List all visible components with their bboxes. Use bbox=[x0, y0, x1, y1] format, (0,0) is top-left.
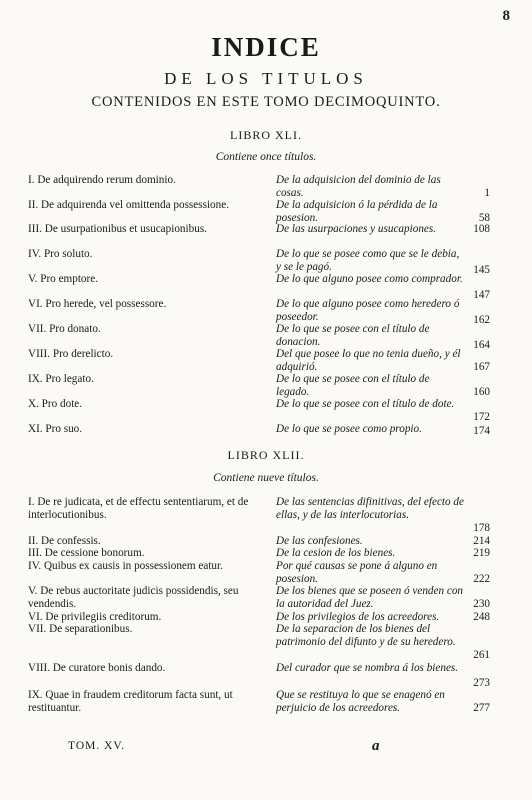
latin-title: IX. Pro legato. bbox=[28, 373, 94, 385]
signature-mark: a bbox=[372, 738, 380, 754]
latin-title: XI. Pro suo. bbox=[28, 423, 83, 435]
spanish-title: De las usurpaciones y usucapiones. bbox=[276, 223, 437, 235]
spanish-title: De la separacion de los bienes del patrimonio del difunto y de su heredero. bbox=[276, 623, 456, 648]
list-item bbox=[0, 496, 532, 540]
latin-title: VIII. De curatore bonis dando. bbox=[28, 662, 166, 674]
page-ref: 172 bbox=[473, 411, 490, 423]
page-ref: 58 bbox=[478, 212, 490, 224]
volume-label: TOM. XV. bbox=[68, 740, 126, 752]
spanish-title: Por qué causas se pone á alguno en posesion. bbox=[276, 560, 438, 585]
book-41-heading: LIBRO XLI. bbox=[230, 128, 302, 142]
page-ref: 1 bbox=[484, 187, 490, 199]
spanish-title: De la cesion de los bienes. bbox=[276, 547, 396, 559]
latin-title: VII. Pro donato. bbox=[28, 323, 101, 335]
page-ref: 248 bbox=[473, 611, 490, 623]
page-ref: 214 bbox=[473, 535, 490, 547]
page-ref: 261 bbox=[473, 649, 490, 661]
page-ref: 219 bbox=[473, 547, 490, 559]
spanish-title: Que se restituya lo que se enagenó en perjuicio de los acreedores. bbox=[276, 689, 445, 714]
page-ref: 167 bbox=[473, 361, 490, 373]
spanish-title: De las sentencias difinitivas, del efecto de ellas, y de las interlocutorias. bbox=[276, 496, 464, 521]
book-42-heading: LIBRO XLII. bbox=[227, 448, 305, 462]
spanish-title: De lo que se posee como que se le debia, y se le pagó. bbox=[276, 248, 460, 273]
latin-title: II. De confessis. bbox=[28, 535, 101, 547]
page-ref: 160 bbox=[473, 386, 490, 398]
spanish-title: De la adquisicion ó la pérdida de la posesion. bbox=[276, 199, 438, 224]
latin-title: III. De usurpationibus et usucapionibus. bbox=[28, 223, 207, 235]
latin-title: IV. Pro soluto. bbox=[28, 248, 93, 260]
latin-title: I. De re judicata, et de effectu sententiarum, et de interlocutionibus. bbox=[28, 496, 249, 521]
latin-title: IV. Quibus ex causis in possessionem eatur. bbox=[28, 560, 223, 572]
spanish-title: De las confesiones. bbox=[276, 535, 363, 547]
spanish-title: Del que posee lo que no tenia dueño, y él adquirió. bbox=[276, 348, 461, 373]
spanish-title: De lo que alguno posee como comprador. bbox=[276, 273, 463, 285]
latin-title: III. De cessione bonorum. bbox=[28, 547, 145, 559]
page-ref: 230 bbox=[473, 598, 490, 610]
latin-title: X. Pro dote. bbox=[28, 398, 83, 410]
spanish-title: De lo que se posee como propio. bbox=[276, 423, 422, 435]
page-ref: 174 bbox=[473, 425, 490, 437]
spanish-title: De lo que se posee con el título de dote. bbox=[276, 398, 455, 410]
page-title: INDICE bbox=[211, 32, 321, 62]
page-ref: 277 bbox=[473, 702, 490, 714]
spanish-title: De lo que se posee con el título de donacion. bbox=[276, 323, 430, 348]
page-ref: 222 bbox=[473, 573, 490, 585]
spanish-title: De los privilegios de los acreedores. bbox=[276, 611, 440, 623]
page-ref: 147 bbox=[473, 289, 490, 301]
list-item bbox=[0, 623, 532, 667]
page-subtitle: DE LOS TITULOS bbox=[164, 69, 368, 88]
list-item bbox=[0, 689, 532, 729]
spanish-title: De los bienes que se poseen ó venden con la autoridad del Juez. bbox=[276, 585, 464, 610]
page-ref: 164 bbox=[473, 339, 490, 351]
latin-title: VIII. Pro derelicto. bbox=[28, 348, 114, 360]
page-subtitle-2: CONTENIDOS EN ESTE TOMO DECIMOQUINTO. bbox=[91, 94, 441, 110]
latin-title: VI. De privilegiis creditorum. bbox=[28, 611, 162, 623]
page-ref: 178 bbox=[473, 522, 490, 534]
book-41-contains: Contiene once títulos. bbox=[215, 151, 317, 163]
latin-title: IX. Quae in fraudem creditorum facta sunt, ut restituantur. bbox=[28, 689, 233, 714]
page-ref: 162 bbox=[473, 314, 490, 326]
spanish-title: De lo que se posee con el título de legado. bbox=[276, 373, 430, 398]
latin-title: V. De rebus auctoritate judicis possidendis, seu vendendis. bbox=[28, 585, 239, 610]
page-ref: 145 bbox=[473, 264, 490, 276]
spanish-title: De lo que alguno posee como heredero ó poseedor. bbox=[276, 298, 460, 323]
spanish-title: De la adquisicion del dominio de las cosas. bbox=[276, 174, 441, 199]
latin-title: VII. De separationibus. bbox=[28, 623, 133, 635]
latin-title: V. Pro emptore. bbox=[28, 273, 99, 285]
page-ref: 273 bbox=[473, 677, 490, 689]
latin-title: VI. Pro herede, vel possessore. bbox=[28, 298, 167, 310]
spanish-title: Del curador que se nombra á los bienes. bbox=[276, 662, 459, 674]
latin-title: II. De adquirenda vel omittenda possessione. bbox=[28, 199, 230, 211]
latin-title: I. De adquirendo rerum dominio. bbox=[28, 174, 176, 186]
book-42-contains: Contiene nueve títulos. bbox=[213, 472, 319, 484]
page-number: 8 bbox=[502, 8, 510, 24]
page-ref: 108 bbox=[473, 223, 490, 235]
